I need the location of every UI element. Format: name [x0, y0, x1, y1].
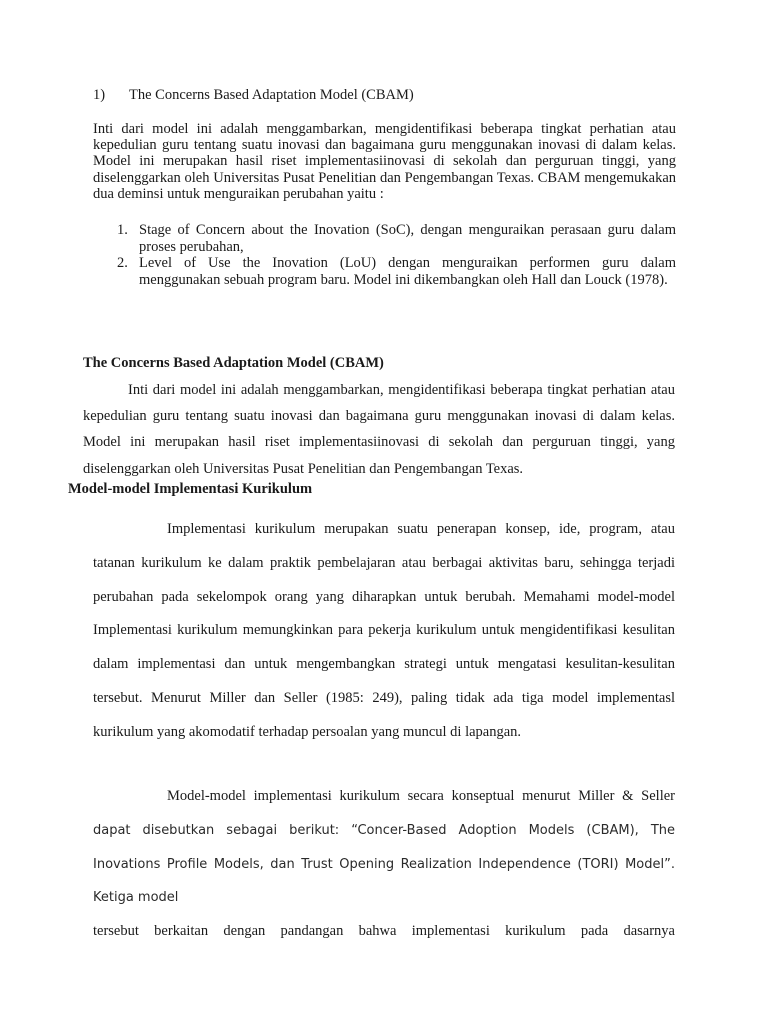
section-2-paragraph: Inti dari model ini adalah menggambarkan, mengidentifikasi beberapa tingkat perhatian atau kepedulian guru tentang suatu inovasi dan bagaimana guru menggunakan inovasi di dalam kelas. Model ini merupakan hasil riset implementasiinovasi di sekolah dan perguruan tinggi, yang diselenggarkan oleh Universitas Pusat Penelitian dan Pengembangan Texas.: [83, 382, 675, 477]
list-item: [117, 255, 676, 288]
list-marker: 1.: [117, 222, 128, 238]
section-2-heading: The Concerns Based Adaptation Model (CBAM): [83, 355, 384, 371]
list-item-text: Level of Use the Inovation (LoU) dengan menguraikan performen guru dalam menggunakan sebuah program baru. Model ini dikembangkan oleh Hall dan Louck (1978).: [139, 255, 676, 288]
section-3-paragraph-2: [93, 780, 675, 949]
paragraph-2-sans-text: dapat disebutkan sebagai berikut: “Concer-Based Adoption Models (CBAM), The Inovations Profile Models, dan Trust Opening Realization Independence (TORI) Model”. Ketiga model: [93, 822, 675, 906]
list-item-text: Stage of Concern about the Inovation (SoC), dengan menguraikan perasaan guru dalam proses perubahan,: [139, 222, 676, 255]
section-1-heading: [93, 86, 414, 104]
section-1-list: [117, 222, 676, 288]
paragraph-2-serif-text: Model-model implementasi kurikulum secara konseptual menurut Miller & Seller: [167, 788, 675, 804]
list-marker: 2.: [117, 255, 128, 271]
paragraph-2-last-line: tersebut berkaitan dengan pandangan bahwa implementasi kurikulum pada dasarnya: [93, 923, 675, 940]
section-1-number: 1): [93, 87, 106, 103]
section-1-title: The Concerns Based Adaptation Model (CBAM): [129, 87, 414, 103]
section-3-heading: Model-model Implementasi Kurikulum: [68, 481, 313, 497]
list-item: [117, 222, 676, 255]
section-1-paragraph: Inti dari model ini adalah menggambarkan, mengidentifikasi beberapa tingkat perhatian atau kepedulian guru tentang suatu inovasi dan bagaimana guru menggunakan inovasi di dalam kelas. Model ini merupakan hasil riset implementasiinovasi di sekolah dan perguruan tinggi, yang diselenggarkan oleh Universitas Pusat Penelitian dan Pengembangan Texas. CBAM mengemukakan dua deminsi untuk menguraikan perubahan yaitu :: [93, 121, 676, 202]
section-3-paragraph-1: Implementasi kurikulum merupakan suatu penerapan konsep, ide, program, atau tatanan kurikulum ke dalam praktik pembelajaran atau berbagai aktivitas baru, sehingga terjadi perubahan pada sekelompok orang yang diharapkan untuk berubah. Memahami model-model Implementasi kurikulum memungkinkan para pekerja kurikulum untuk mengidentifikasi kesulitan dalam implementasi dan untuk mengembangkan strategi untuk mengatasi kesulitan-kesulitan tersebut. Menurut Miller dan Seller (1985: 249), paling tidak ada tiga model implementasl kurikulum yang akomodatif terhadap persoalan yang muncul di lapangan.: [93, 521, 675, 740]
